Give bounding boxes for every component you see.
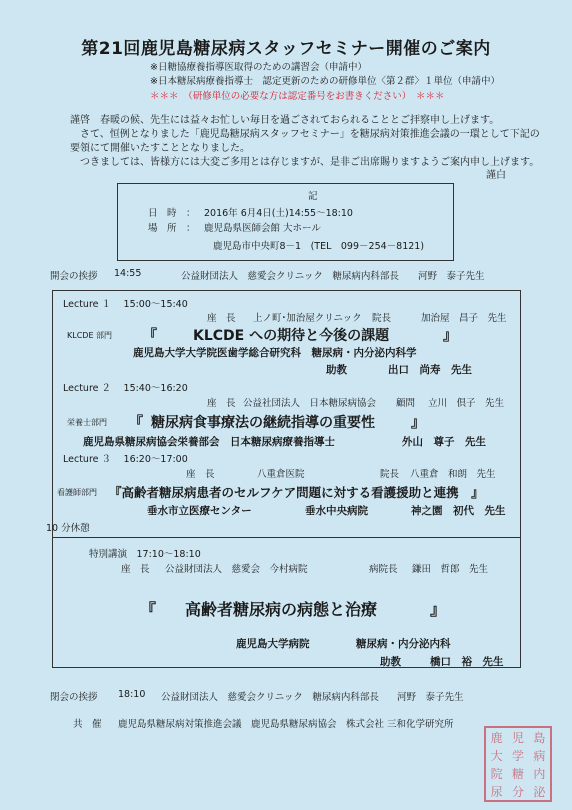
- special-speaker-org: 鹿児島大学病院: [236, 638, 310, 650]
- address: 鹿児島市中央町8－1 (TEL 099－254－8121): [213, 241, 425, 252]
- lecture3-header: Lecture ３ 16:20～17:00: [63, 454, 188, 465]
- lecture3-chair-org: 八重倉医院: [257, 469, 305, 480]
- stamp-char: 大: [490, 748, 503, 763]
- special-speaker-title: 助教: [380, 656, 401, 668]
- lecture1-header: Lecture １ 15:00～15:40: [63, 299, 188, 310]
- note-2: ※日本糖尿病療養指導士 認定更新のための研修単位〈第２群〉１単位（申請中）: [150, 76, 500, 87]
- lecture2-theme: 糖尿病食事療法の継続指導の重要性: [151, 415, 375, 431]
- lecture3-chair-label: 座 長: [186, 469, 215, 480]
- place-value: 鹿児島県医師会館 大ホール: [204, 223, 321, 234]
- stamp-char: 学: [511, 748, 524, 763]
- special-header: 特別講演 17:10～18:10: [89, 549, 201, 560]
- place-label: 場 所 ：: [148, 223, 196, 234]
- stamp-char: 糖: [511, 766, 524, 781]
- lecture1-close-quote: 』: [443, 328, 457, 344]
- body-line-1: 謹啓 春暖の候、先生には益々お忙しい毎日を過ごされておられることとご拝察申し上げます。: [70, 115, 500, 126]
- lecture3-chair-name: 八重倉 和朗 先生: [410, 469, 496, 480]
- seal-stamp: [484, 726, 552, 802]
- stamp-char: 島: [533, 730, 546, 745]
- opening-time: 14:55: [114, 268, 142, 279]
- lecture3-speaker-org: 垂水市立医療センター: [147, 505, 252, 517]
- closing-label: 閉会の挨拶: [50, 692, 98, 703]
- lecture2-open-quote: 『: [129, 415, 143, 431]
- stamp-char: 鹿: [490, 730, 503, 745]
- lecture1-chair-label: 座 長: [207, 313, 236, 324]
- body-line-3: 要領にて開催いたすこととなりました。: [70, 143, 250, 154]
- date-label: 日 時 ：: [148, 208, 196, 219]
- lecture1-open-quote: 『: [143, 328, 157, 344]
- lecture1-theme: KLCDE への期待と今後の課題: [193, 328, 390, 344]
- lecture3-chair-title: 院長: [380, 469, 400, 480]
- special-chair-name: 鎌田 哲郎 先生: [412, 564, 489, 575]
- lecture3-speaker-org2: 垂水中央病院: [305, 505, 368, 517]
- closing-org: 公益財団法人 慈愛会クリニック 糖尿病内科部長: [161, 692, 379, 703]
- lecture1-speaker-name: 出口 尚寿 先生: [388, 364, 472, 376]
- sponsors-text: 鹿児島県糖尿病対策推進会議 鹿児島県糖尿病協会 株式会社 三和化学研究所: [118, 719, 454, 730]
- special-chair-title: 病院長: [369, 564, 398, 575]
- special-chair-org: 公益財団法人 慈愛会 今村病院: [165, 564, 308, 575]
- lecture1-chair-org: 上ノ町･加治屋クリニック: [253, 313, 362, 324]
- lecture3-theme: 『高齢者糖尿病患者のセルフケア問題に対する看護援助と連携 』: [109, 485, 484, 500]
- special-speaker-name: 橋口 裕 先生: [430, 656, 504, 668]
- special-close-quote: 』: [430, 600, 447, 619]
- lecture2-dept: 栄養士部門: [67, 418, 107, 427]
- opening-org: 公益財団法人 慈愛会クリニック 糖尿病内科部長: [181, 271, 399, 282]
- lecture2-speaker-org: 鹿児島県糖尿病協会栄養部会 日本糖尿病療養指導士: [83, 436, 335, 448]
- lecture2-chair-title: 顧問: [396, 398, 416, 409]
- lecture3-dept: 看護師部門: [57, 488, 97, 497]
- lecture1-speaker-org: 鹿児島大学大学院医歯学総合研究科 糖尿病・内分泌内科学: [133, 347, 417, 359]
- lecture2-speaker-name: 外山 尊子 先生: [402, 436, 486, 448]
- lecture2-close-quote: 』: [411, 415, 425, 431]
- opening-label: 開会の挨拶: [50, 271, 98, 282]
- closing-person: 河野 泰子先生: [397, 692, 464, 703]
- stamp-char: 内: [533, 766, 546, 781]
- lecture2-header: Lecture ２ 15:40～16:20: [63, 383, 188, 394]
- special-theme: 高齢者糖尿病の病態と治療: [185, 600, 378, 619]
- body-line-4: つきましては、皆様方には大変ご多用とは存じますが、是非ご出席賜りますようご案内申し上げます。: [80, 157, 540, 168]
- lecture2-chair-name: 立川 倶子 先生: [428, 398, 505, 409]
- red-note: ＊＊＊ （研修単位の必要な方は認定番号をお書きください） ＊＊＊: [150, 91, 445, 102]
- stamp-char: 分: [511, 784, 524, 799]
- lecture1-chair-name: 加治屋 昌子 先生: [421, 313, 507, 324]
- body-line-2: さて、恒例となりました「鹿児島糖尿病スタッフセミナー」を糖尿病対策推進会議の一環として下記の: [80, 129, 540, 140]
- stamp-char: 泌: [533, 784, 546, 799]
- stamp-char: 尿: [490, 784, 503, 799]
- page-title: 第21回鹿児島糖尿病スタッフセミナー開催のご案内: [81, 39, 491, 59]
- stamp-char: 病: [533, 748, 546, 763]
- lecture1-dept: KLCDE 部門: [67, 331, 113, 340]
- stamp-char: 院: [490, 766, 503, 781]
- date-value: 2016年 6月4日(土)14:55～18:10: [204, 208, 353, 219]
- closing-text: 謹白: [486, 170, 506, 181]
- special-open-quote: 『: [140, 600, 157, 619]
- special-speaker-dept: 糖尿病・内分泌内科: [356, 638, 451, 650]
- lecture1-speaker-title: 助教: [326, 364, 347, 376]
- opening-person: 河野 泰子先生: [418, 271, 485, 282]
- sponsors-label: 共 催: [73, 719, 102, 730]
- program-box: [46, 290, 521, 668]
- lecture2-chair-org: 公益社団法人 日本糖尿病協会: [243, 398, 377, 409]
- ki-label: 記: [308, 191, 318, 202]
- lecture2-chair-label: 座 長: [207, 398, 236, 409]
- lecture3-speaker-name: 神之園 初代 先生: [411, 505, 506, 517]
- note-1: ※日糖協療養指導医取得のための講習会（申請中）: [150, 62, 367, 73]
- details-box: [117, 183, 454, 261]
- stamp-char: 児: [511, 730, 524, 745]
- break-note: 10 分休憩: [46, 523, 90, 534]
- section-divider: [53, 537, 520, 538]
- special-chair-label: 座 長: [121, 564, 150, 575]
- closing-time: 18:10: [118, 689, 146, 700]
- lecture1-chair-title: 院長: [372, 313, 392, 324]
